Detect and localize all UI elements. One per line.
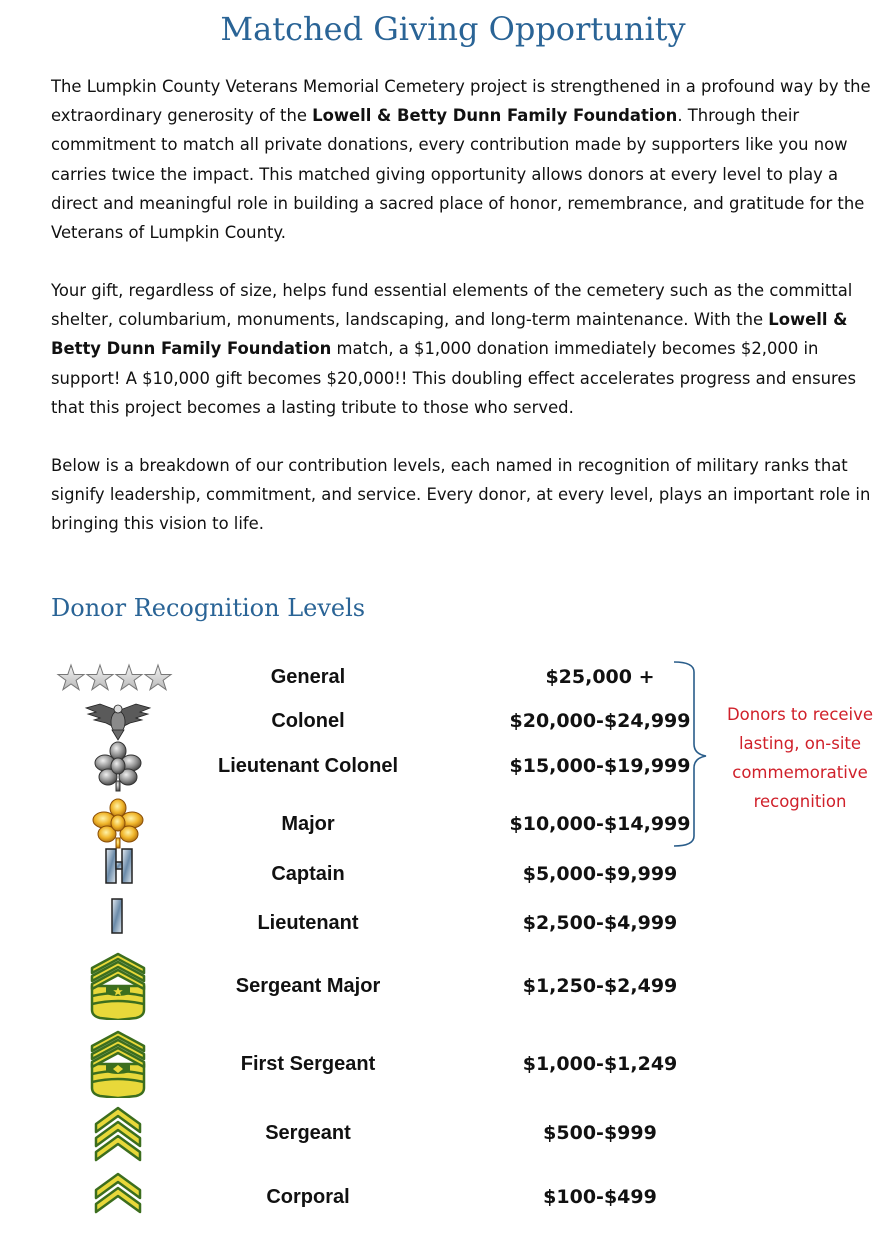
foundation-name: Lowell & Betty Dunn Family Foundation (51, 310, 848, 359)
level-range: $1,250-$2,499 (522, 975, 678, 997)
single-bar-icon (56, 894, 180, 954)
level-name: First Sergeant (240, 1053, 376, 1075)
level-row-sergeant (0, 1114, 896, 1154)
level-range: $500-$999 (543, 1122, 657, 1144)
section-heading: Donor Recognition Levels (51, 594, 366, 622)
level-name: Lieutenant (257, 912, 359, 934)
level-name: Captain (271, 863, 345, 885)
gift-impact-paragraph: Your gift, regardless of size, helps fund essential elements of the cemetery such as the committal shelter, columbarium, monuments, landscaping, and long-term maintenance. With the Lowell & Betty Dunn Family Foundation match, a $1,000 donation immediately becomes $2,000 in support! A $10,000 gift becomes $20,000!! This doubling effect accelerates progress and ensures that this project becomes a lasting tribute to those who served. (51, 281, 857, 417)
foundation-name: Lowell & Betty Dunn Family Foundation (312, 106, 678, 126)
first-sergeant-chevron-icon (56, 1028, 180, 1098)
level-name: Major (281, 813, 335, 835)
level-row-corporal (0, 1178, 896, 1218)
silver-oak-leaf-icon (56, 737, 180, 797)
level-range: $20,000-$24,999 (509, 710, 691, 732)
level-range: $10,000-$14,999 (509, 813, 691, 835)
sergeant-major-chevron-icon (56, 950, 180, 1020)
corporal-chevron-icon (56, 1172, 180, 1222)
brace-bracket-icon (672, 660, 712, 850)
level-row-captain (0, 855, 896, 895)
level-row-first-sergeant (0, 1045, 896, 1085)
level-range: $2,500-$4,999 (522, 912, 678, 934)
page-title: Matched Giving Opportunity (220, 10, 686, 48)
level-range: $1,000-$1,249 (522, 1053, 678, 1075)
recognition-note: Donors to receive lasting, on-site commemorative recognition (726, 705, 874, 811)
level-range: $25,000 + (545, 666, 655, 688)
level-name: Colonel (271, 710, 345, 732)
level-name: Sergeant Major (235, 975, 381, 997)
level-range: $100-$499 (543, 1186, 657, 1208)
level-name: Lieutenant Colonel (218, 755, 398, 777)
level-name: Sergeant (265, 1122, 351, 1144)
level-row-lieutenant (0, 904, 896, 944)
level-row-sergeant-major (0, 967, 896, 1007)
intro-paragraph: The Lumpkin County Veterans Memorial Cemetery project is strengthened in a profound way by the extraordinary generosity of the Lowell & Betty Dunn Family Foundation. Through their commitment to match all private donations, every contribution made by supporters like you now carries twice the impact. This matched giving opportunity allows donors at every level to play a direct and meaningful role in building a sacred place of honor, remembrance, and gratitude for the Veterans of Lumpkin County. (51, 77, 871, 243)
level-name: Corporal (266, 1186, 350, 1208)
sergeant-chevron-icon (56, 1102, 180, 1162)
levels-intro-paragraph: Below is a breakdown of our contribution levels, each named in recognition of military ranks that signify leadership, commitment, and service. Every donor, at every level, plays an important role in bringing this vision to life. (51, 456, 871, 534)
level-range: $15,000-$19,999 (509, 755, 691, 777)
level-name: General (270, 666, 346, 688)
level-range: $5,000-$9,999 (522, 863, 678, 885)
